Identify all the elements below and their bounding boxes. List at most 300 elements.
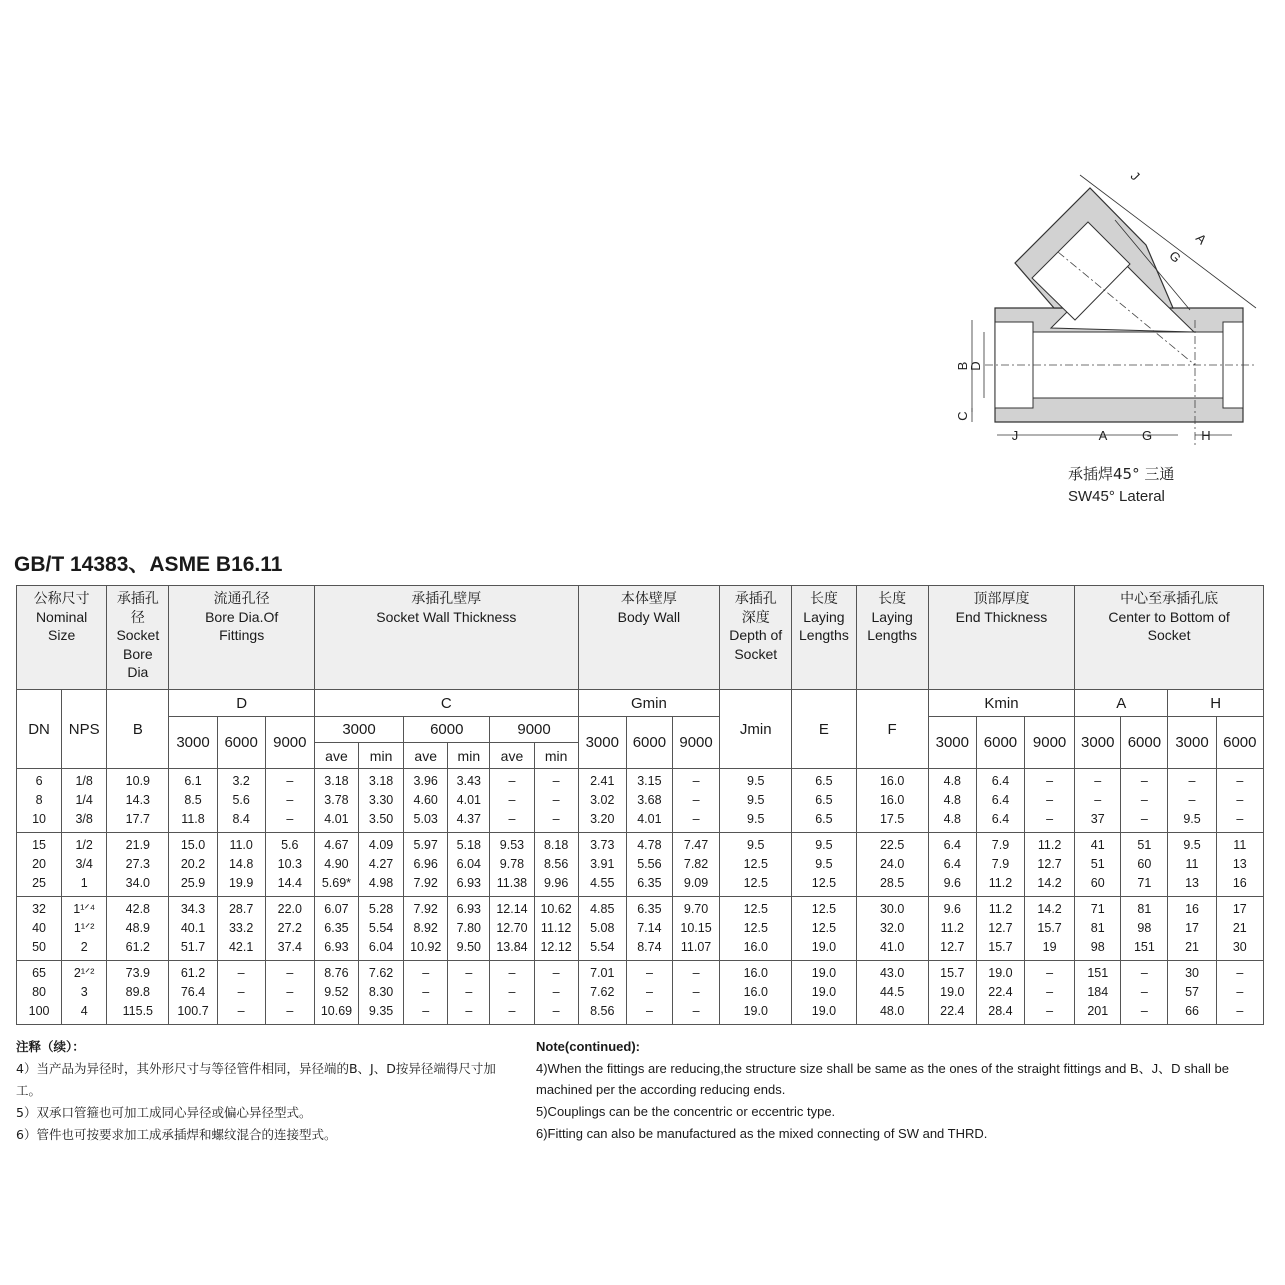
table-cell: 22.4 xyxy=(976,983,1024,1002)
table-cell: 11.8 xyxy=(169,810,217,833)
table-cell: 28.7 xyxy=(217,897,265,920)
table-row xyxy=(17,855,1264,874)
header-nominal-size: 公称尺寸 Nominal Size xyxy=(17,586,107,690)
notes-en-title: Note(continued): xyxy=(536,1039,640,1054)
table-cell: – xyxy=(1216,810,1263,833)
table-cell: 98 xyxy=(1121,919,1168,938)
table-cell: 28.4 xyxy=(976,1002,1024,1025)
table-cell: 13 xyxy=(1216,855,1263,874)
table-cell: – xyxy=(490,983,534,1002)
table-cell: – xyxy=(1216,769,1263,792)
table-cell: – xyxy=(217,983,265,1002)
table-cell: – xyxy=(1075,791,1121,810)
table-cell: 10.69 xyxy=(314,1002,358,1025)
table-cell: 13 xyxy=(1168,874,1216,897)
table-cell: – xyxy=(490,810,534,833)
table-cell: 151 xyxy=(1075,961,1121,984)
table-cell: 3.68 xyxy=(626,791,672,810)
table-cell: 9.6 xyxy=(928,897,976,920)
table-cell: 7.14 xyxy=(626,919,672,938)
table-cell: – xyxy=(404,961,448,984)
table-cell: 19.0 xyxy=(792,938,856,961)
table-cell: 6.1 xyxy=(169,769,217,792)
table-cell: 9.96 xyxy=(534,874,578,897)
table-cell: – xyxy=(404,983,448,1002)
notes-en-item: 5)Couplings can be the concentric or eccentric type. xyxy=(536,1104,836,1120)
table-cell: 15.7 xyxy=(928,961,976,984)
table-cell: 6.35 xyxy=(626,897,672,920)
notes-cn xyxy=(16,1036,516,1146)
col-c: C xyxy=(314,690,578,717)
class-g-6000: 6000 xyxy=(626,717,672,769)
table-cell: 22.0 xyxy=(265,897,314,920)
table-cell: 3.02 xyxy=(578,791,626,810)
table-cell: 14.3 xyxy=(107,791,169,810)
table-cell: 14.2 xyxy=(1025,874,1075,897)
table-cell: 4.98 xyxy=(359,874,404,897)
subcol-min: min xyxy=(448,743,490,769)
table-cell: 2.41 xyxy=(578,769,626,792)
table-cell: – xyxy=(448,961,490,984)
table-cell: 19.0 xyxy=(792,961,856,984)
dim-label-g-diag: G xyxy=(1166,247,1185,266)
class-d-9000: 9000 xyxy=(265,717,314,769)
table-cell: 4.8 xyxy=(928,791,976,810)
col-a: A xyxy=(1075,690,1168,717)
table-cell: 11.2 xyxy=(976,897,1024,920)
table-cell: 8.92 xyxy=(404,919,448,938)
table-cell: 9.5 xyxy=(1168,810,1216,833)
table-cell: 6.04 xyxy=(448,855,490,874)
class-k-9000: 9000 xyxy=(1025,717,1075,769)
notes-cn-item: 6）管件也可按要求加工成承插焊和螺纹混合的连接型式。 xyxy=(16,1127,337,1142)
header-socket-wall: 承插孔壁厚 Socket Wall Thickness xyxy=(314,586,578,690)
table-cell: 6.4 xyxy=(928,855,976,874)
col-d: D xyxy=(169,690,314,717)
table-cell: 2¹ᐟ² xyxy=(62,961,107,984)
table-row xyxy=(17,791,1264,810)
table-cell: 9.5 xyxy=(720,833,792,856)
table-cell: 1¹ᐟ⁴ xyxy=(62,897,107,920)
table-cell: – xyxy=(265,1002,314,1025)
table-cell: 15.7 xyxy=(976,938,1024,961)
table-cell: 3.43 xyxy=(448,769,490,792)
table-cell: 4.60 xyxy=(404,791,448,810)
table-row xyxy=(17,897,1264,920)
table-cell: – xyxy=(626,1002,672,1025)
table-cell: 9.50 xyxy=(448,938,490,961)
table-cell: – xyxy=(534,791,578,810)
table-cell: 11.38 xyxy=(490,874,534,897)
table-cell: 41.0 xyxy=(856,938,928,961)
table-cell: – xyxy=(672,791,719,810)
subcol-ave: ave xyxy=(404,743,448,769)
table-cell: 3.2 xyxy=(217,769,265,792)
table-cell: – xyxy=(265,769,314,792)
table-cell: 3.96 xyxy=(404,769,448,792)
table-cell: 16.0 xyxy=(720,961,792,984)
drawing-caption-en: SW45° Lateral xyxy=(1068,488,1165,505)
table-cell: 61.2 xyxy=(169,961,217,984)
notes-cn-title: 注释（续）： xyxy=(16,1039,85,1054)
table-cell: – xyxy=(448,983,490,1002)
subcol-ave: ave xyxy=(490,743,534,769)
class-h-3000: 3000 xyxy=(1168,717,1216,769)
table-cell: – xyxy=(1025,1002,1075,1025)
header-body-wall: 本体壁厚 Body Wall xyxy=(578,586,719,690)
table-cell: 6.35 xyxy=(626,874,672,897)
table-cell: 1/4 xyxy=(62,791,107,810)
table-cell: – xyxy=(490,1002,534,1025)
table-cell: 30 xyxy=(1216,938,1263,961)
table-cell: 42.1 xyxy=(217,938,265,961)
table-cell: 151 xyxy=(1121,938,1168,961)
table-cell: 100 xyxy=(17,1002,62,1025)
table-cell: 17 xyxy=(1168,919,1216,938)
table-cell: 12.12 xyxy=(534,938,578,961)
table-cell: 19.0 xyxy=(928,983,976,1002)
col-dn: DN xyxy=(17,690,62,769)
table-cell: 9.5 xyxy=(1168,833,1216,856)
table-cell: 5.69* xyxy=(314,874,358,897)
table-cell: 3.20 xyxy=(578,810,626,833)
table-cell: 11 xyxy=(1168,855,1216,874)
table-cell: 44.5 xyxy=(856,983,928,1002)
table-cell: 8.4 xyxy=(217,810,265,833)
table-cell: 21 xyxy=(1168,938,1216,961)
table-cell: 9.5 xyxy=(720,791,792,810)
table-cell: 11.07 xyxy=(672,938,719,961)
table-cell: – xyxy=(672,961,719,984)
table-cell: 8.5 xyxy=(169,791,217,810)
col-gmin: Gmin xyxy=(578,690,719,717)
class-k-3000: 3000 xyxy=(928,717,976,769)
table-cell: 34.0 xyxy=(107,874,169,897)
header-socket-bore: 承插孔 径 Socket Bore Dia xyxy=(107,586,169,690)
table-cell: 5.54 xyxy=(578,938,626,961)
table-cell: 5.54 xyxy=(359,919,404,938)
table-cell: 3/4 xyxy=(62,855,107,874)
table-row xyxy=(17,874,1264,897)
dim-label-d: D xyxy=(968,361,983,371)
dim-label-h: H xyxy=(1201,428,1211,443)
table-cell: 25 xyxy=(17,874,62,897)
table-cell: 7.82 xyxy=(672,855,719,874)
table-cell: 4.8 xyxy=(928,810,976,833)
table-cell: 4.01 xyxy=(314,810,358,833)
table-cell: 5.18 xyxy=(448,833,490,856)
table-cell: 76.4 xyxy=(169,983,217,1002)
table-cell: 14.2 xyxy=(1025,897,1075,920)
table-cell: 11 xyxy=(1216,833,1263,856)
table-cell: 11.2 xyxy=(976,874,1024,897)
table-cell: 8.18 xyxy=(534,833,578,856)
table-cell: 184 xyxy=(1075,983,1121,1002)
table-cell: 42.8 xyxy=(107,897,169,920)
notes-en-item: 4)When the fittings are reducing,the structure size shall be same as the ones of the straight fittings and B、J、D shall be machined per the according reducing ends. xyxy=(536,1060,1229,1098)
table-cell: 19.0 xyxy=(720,1002,792,1025)
table-cell: 5.97 xyxy=(404,833,448,856)
table-cell: 10.15 xyxy=(672,919,719,938)
table-cell: 4.90 xyxy=(314,855,358,874)
table-cell: 37 xyxy=(1075,810,1121,833)
table-row xyxy=(17,769,1264,792)
table-cell: 19.0 xyxy=(792,1002,856,1025)
table-cell: 9.6 xyxy=(928,874,976,897)
col-nps: NPS xyxy=(62,690,107,769)
table-cell: 3/8 xyxy=(62,810,107,833)
table-cell: 201 xyxy=(1075,1002,1121,1025)
table-cell: – xyxy=(672,1002,719,1025)
table-cell: 8.56 xyxy=(534,855,578,874)
table-cell: 61.2 xyxy=(107,938,169,961)
table-cell: 12.70 xyxy=(490,919,534,938)
table-cell: 17.5 xyxy=(856,810,928,833)
table-cell: 6.93 xyxy=(314,938,358,961)
table-cell: – xyxy=(1121,1002,1168,1025)
table-cell: 2 xyxy=(62,938,107,961)
standard-title: GB/T 14383、ASME B16.11 xyxy=(14,553,283,576)
table-cell: – xyxy=(490,961,534,984)
class-a-3000: 3000 xyxy=(1075,717,1121,769)
table-cell: – xyxy=(534,983,578,1002)
table-cell: – xyxy=(1121,961,1168,984)
table-cell: – xyxy=(1216,961,1263,984)
table-cell: 7.9 xyxy=(976,855,1024,874)
table-cell: 3.50 xyxy=(359,810,404,833)
table-cell: 7.92 xyxy=(404,874,448,897)
table-cell: 8 xyxy=(17,791,62,810)
lateral-fitting-drawing xyxy=(940,160,1280,450)
dim-label-j-top: J xyxy=(1127,168,1143,184)
table-cell: 19 xyxy=(1025,938,1075,961)
table-cell: 12.5 xyxy=(792,919,856,938)
table-cell: 48.0 xyxy=(856,1002,928,1025)
table-cell: 12.5 xyxy=(720,855,792,874)
table-cell: 100.7 xyxy=(169,1002,217,1025)
table-cell: 40.1 xyxy=(169,919,217,938)
table-cell: 12.5 xyxy=(792,897,856,920)
table-cell: – xyxy=(672,983,719,1002)
notes-cn-item: 5）双承口管箍也可加工成同心异径或偏心异径型式。 xyxy=(16,1105,312,1120)
table-cell: – xyxy=(217,1002,265,1025)
table-cell: 14.8 xyxy=(217,855,265,874)
table-cell: – xyxy=(217,961,265,984)
table-row xyxy=(17,961,1264,984)
table-cell: – xyxy=(265,791,314,810)
subcol-min: min xyxy=(359,743,404,769)
table-cell: 73.9 xyxy=(107,961,169,984)
table-cell: 8.76 xyxy=(314,961,358,984)
table-cell: 13.84 xyxy=(490,938,534,961)
dim-label-g-bottom: G xyxy=(1141,428,1153,443)
table-cell: – xyxy=(1216,791,1263,810)
table-cell: 4.85 xyxy=(578,897,626,920)
table-cell: 6.04 xyxy=(359,938,404,961)
table-cell: 51.7 xyxy=(169,938,217,961)
table-cell: – xyxy=(626,983,672,1002)
table-cell: 5.6 xyxy=(265,833,314,856)
table-cell: 4.01 xyxy=(626,810,672,833)
class-d-3000: 3000 xyxy=(169,717,217,769)
table-cell: 19.0 xyxy=(976,961,1024,984)
table-cell: 40 xyxy=(17,919,62,938)
table-body xyxy=(17,769,1264,1025)
table-cell: 30 xyxy=(1168,961,1216,984)
table-row xyxy=(17,833,1264,856)
table-cell: 10.3 xyxy=(265,855,314,874)
table-cell: 8.74 xyxy=(626,938,672,961)
table-cell: 30.0 xyxy=(856,897,928,920)
table-cell: 17.7 xyxy=(107,810,169,833)
table-cell: 5.28 xyxy=(359,897,404,920)
table-cell: 7.47 xyxy=(672,833,719,856)
table-cell: 5.56 xyxy=(626,855,672,874)
header-end-thickness: 顶部厚度 End Thickness xyxy=(928,586,1074,690)
table-cell: 3.18 xyxy=(314,769,358,792)
table-cell: 51 xyxy=(1075,855,1121,874)
table-cell: 4.27 xyxy=(359,855,404,874)
table-cell: 10.62 xyxy=(534,897,578,920)
table-cell: 7.9 xyxy=(976,833,1024,856)
table-cell: 9.5 xyxy=(720,810,792,833)
table-cell: – xyxy=(1168,791,1216,810)
class-h-6000: 6000 xyxy=(1216,717,1263,769)
table-cell: 6.5 xyxy=(792,769,856,792)
table-cell: 9.5 xyxy=(792,855,856,874)
table-cell: 12.7 xyxy=(1025,855,1075,874)
table-cell: 6.4 xyxy=(976,769,1024,792)
table-cell: – xyxy=(1025,961,1075,984)
table-cell: 11.2 xyxy=(1025,833,1075,856)
table-cell: 24.0 xyxy=(856,855,928,874)
table-cell: 4.8 xyxy=(928,769,976,792)
table-cell: 1/2 xyxy=(62,833,107,856)
dim-label-a-diag: A xyxy=(1192,230,1210,248)
header-laying-length-f: 长度 Laying Lengths xyxy=(856,586,928,690)
table-cell: 6.07 xyxy=(314,897,358,920)
col-kmin: Kmin xyxy=(928,690,1074,717)
table-cell: – xyxy=(672,769,719,792)
table-cell: 20.2 xyxy=(169,855,217,874)
table-cell: 3.15 xyxy=(626,769,672,792)
table-row xyxy=(17,810,1264,833)
table-cell: 9.70 xyxy=(672,897,719,920)
table-cell: 32.0 xyxy=(856,919,928,938)
table-cell: 33.2 xyxy=(217,919,265,938)
table-cell: 4 xyxy=(62,1002,107,1025)
table-cell: 12.5 xyxy=(792,874,856,897)
subcol-ave: ave xyxy=(314,743,358,769)
fitting-body xyxy=(995,188,1243,422)
table-cell: 15.7 xyxy=(1025,919,1075,938)
table-cell: 4.09 xyxy=(359,833,404,856)
table-cell: 50 xyxy=(17,938,62,961)
table-cell: 81 xyxy=(1075,919,1121,938)
table-cell: 48.9 xyxy=(107,919,169,938)
table-cell: 115.5 xyxy=(107,1002,169,1025)
table-cell: 6.4 xyxy=(976,810,1024,833)
table-cell: – xyxy=(404,1002,448,1025)
table-cell: – xyxy=(1025,769,1075,792)
table-cell: 4.01 xyxy=(448,791,490,810)
table-cell: 10 xyxy=(17,810,62,833)
table-cell: – xyxy=(1025,983,1075,1002)
table-cell: 10.92 xyxy=(404,938,448,961)
col-jmin: Jmin xyxy=(720,690,792,769)
table-cell: 6 xyxy=(17,769,62,792)
table-cell: – xyxy=(1121,769,1168,792)
table-cell: 8.30 xyxy=(359,983,404,1002)
table-cell: 7.62 xyxy=(578,983,626,1002)
table-cell: 11.2 xyxy=(928,919,976,938)
table-cell: 22.5 xyxy=(856,833,928,856)
dim-label-a-bottom: A xyxy=(1098,428,1108,443)
dim-label-c: C xyxy=(955,411,970,421)
table-cell: 57 xyxy=(1168,983,1216,1002)
table-cell: – xyxy=(265,810,314,833)
table-cell: – xyxy=(534,1002,578,1025)
table-cell: 7.01 xyxy=(578,961,626,984)
notes-cn-item: 4）当产品为异径时，其外形尺寸与等径管件相同，异径端的B、J、D按异径端得尺寸加工。 xyxy=(16,1061,496,1098)
table-cell: 9.35 xyxy=(359,1002,404,1025)
header-bore-dia: 流通孔径 Bore Dia.Of Fittings xyxy=(169,586,314,690)
dim-label-b: B xyxy=(955,361,970,371)
table-cell: 25.9 xyxy=(169,874,217,897)
dimension-table xyxy=(16,585,1264,1025)
table-cell: – xyxy=(1121,791,1168,810)
table-cell: – xyxy=(534,810,578,833)
table-cell: 6.96 xyxy=(404,855,448,874)
table-cell: 80 xyxy=(17,983,62,1002)
table-cell: 1 xyxy=(62,874,107,897)
table-cell: – xyxy=(490,791,534,810)
table-cell: – xyxy=(1168,769,1216,792)
table-cell: – xyxy=(1216,1002,1263,1025)
table-cell: 16 xyxy=(1216,874,1263,897)
table-cell: 9.53 xyxy=(490,833,534,856)
class-c-6000: 6000 xyxy=(404,717,490,743)
table-cell: 4.67 xyxy=(314,833,358,856)
table-cell: 21.9 xyxy=(107,833,169,856)
col-e: E xyxy=(792,690,856,769)
table-cell: 98 xyxy=(1075,938,1121,961)
table-cell: 7.80 xyxy=(448,919,490,938)
table-cell: 34.3 xyxy=(169,897,217,920)
table-cell: 43.0 xyxy=(856,961,928,984)
class-d-6000: 6000 xyxy=(217,717,265,769)
table-cell: 8.56 xyxy=(578,1002,626,1025)
table-cell: 60 xyxy=(1121,855,1168,874)
table-cell: – xyxy=(448,1002,490,1025)
table-cell: 4.55 xyxy=(578,874,626,897)
table-cell: 89.8 xyxy=(107,983,169,1002)
table-cell: – xyxy=(534,769,578,792)
table-row xyxy=(17,983,1264,1002)
subcol-min: min xyxy=(534,743,578,769)
table-cell: 9.5 xyxy=(720,769,792,792)
table-cell: 9.09 xyxy=(672,874,719,897)
table-cell: 7.92 xyxy=(404,897,448,920)
table-cell: 9.5 xyxy=(792,833,856,856)
table-cell: 1¹ᐟ² xyxy=(62,919,107,938)
class-g-3000: 3000 xyxy=(578,717,626,769)
table-cell: 22.4 xyxy=(928,1002,976,1025)
col-f: F xyxy=(856,690,928,769)
table-cell: 20 xyxy=(17,855,62,874)
table-cell: 27.2 xyxy=(265,919,314,938)
table-cell: 9.78 xyxy=(490,855,534,874)
